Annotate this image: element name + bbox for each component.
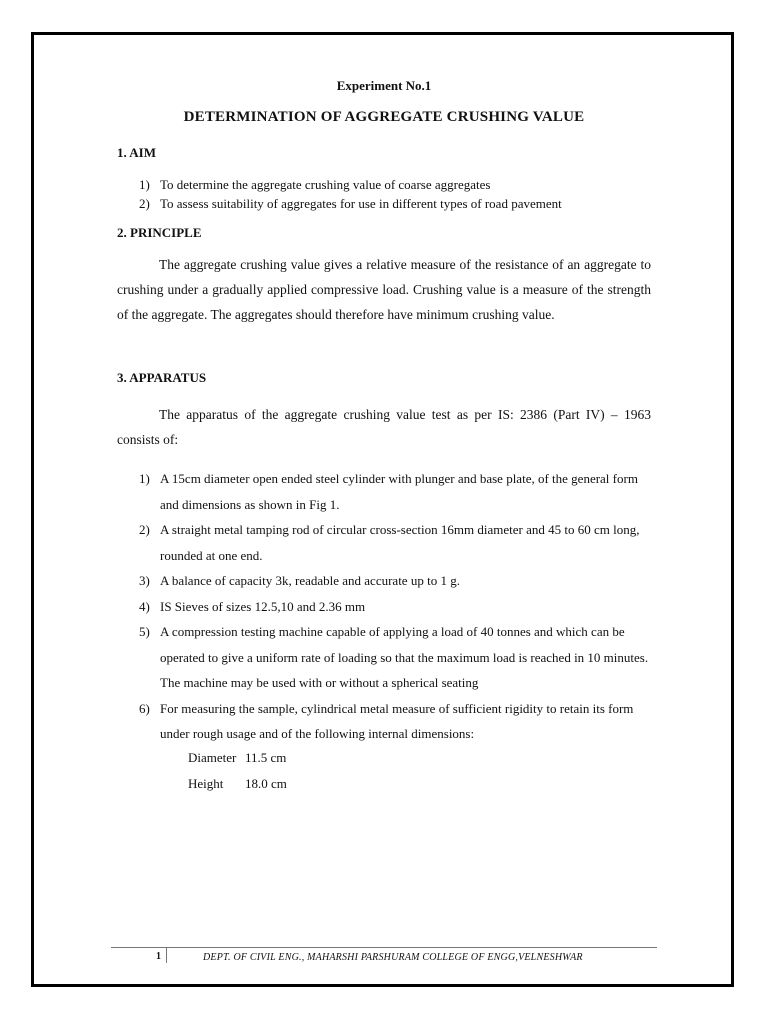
list-item: 4) IS Sieves of sizes 12.5,10 and 2.36 mm — [139, 598, 366, 614]
list-item: 1) A 15cm diameter open ended steel cylinder with plunger and base plate, of the general form and dimensions as shown in Fig 1. — [139, 471, 638, 512]
list-item: 5) A compression testing machine capable of applying a load of 40 tonnes and which can be operated to give a uniform rate of loading so that the maximum load is reached in 10 minutes. The machine may be used with or without a spherical seating — [139, 624, 649, 690]
experiment-number: Experiment No.1 — [336, 78, 432, 93]
footer-text: DEPT. OF CIVIL ENG., MAHARSHI PARSHURAM COLLEGE OF ENGG,VELNESHWAR — [203, 952, 583, 963]
document-title: DETERMINATION OF AGGREGATE CRUSHING VALUE — [183, 109, 585, 125]
dimension-row: Diameter 11.5 cm — [188, 750, 287, 765]
page-number: 1 — [156, 951, 161, 962]
list-item: 6) For measuring the sample, cylindrical metal measure of sufficient rigidity to retain its form under rough usage and of the following internal dimensions: — [139, 700, 634, 741]
list-item: 2) A straight metal tamping rod of circular cross-section 16mm diameter and 45 to 60 cm long, rounded at one end. — [139, 522, 640, 563]
apparatus-intro: The apparatus of the aggregate crushing value test as per IS: 2386 (Part IV) – 1963 consists of: — [117, 407, 651, 447]
apparatus-list — [139, 466, 659, 747]
footer-divider — [166, 947, 167, 963]
principle-heading: 2. PRINCIPLE — [117, 225, 202, 240]
list-item: 2) To assess suitability of aggregates for use in different types of road pavement — [139, 196, 562, 211]
principle-paragraph: The aggregate crushing value gives a relative measure of the resistance of an aggregate to crushing under a gradually applied compressive load. Crushing value is a measure of the strength of the aggregate. The aggregates should therefore have minimum crushing value. — [117, 257, 651, 322]
dimension-row: Height 18.0 cm — [188, 775, 287, 791]
aim-list — [139, 175, 562, 213]
apparatus-heading: 3. APPARATUS — [117, 370, 207, 385]
aim-heading: 1. AIM — [117, 145, 156, 160]
footer-rule — [111, 947, 657, 948]
list-item: 1) To determine the aggregate crushing value of coarse aggregates — [139, 177, 491, 192]
dimensions-table — [188, 745, 287, 796]
list-item: 3) A balance of capacity 3k, readable and accurate up to 1 g. — [139, 573, 460, 588]
